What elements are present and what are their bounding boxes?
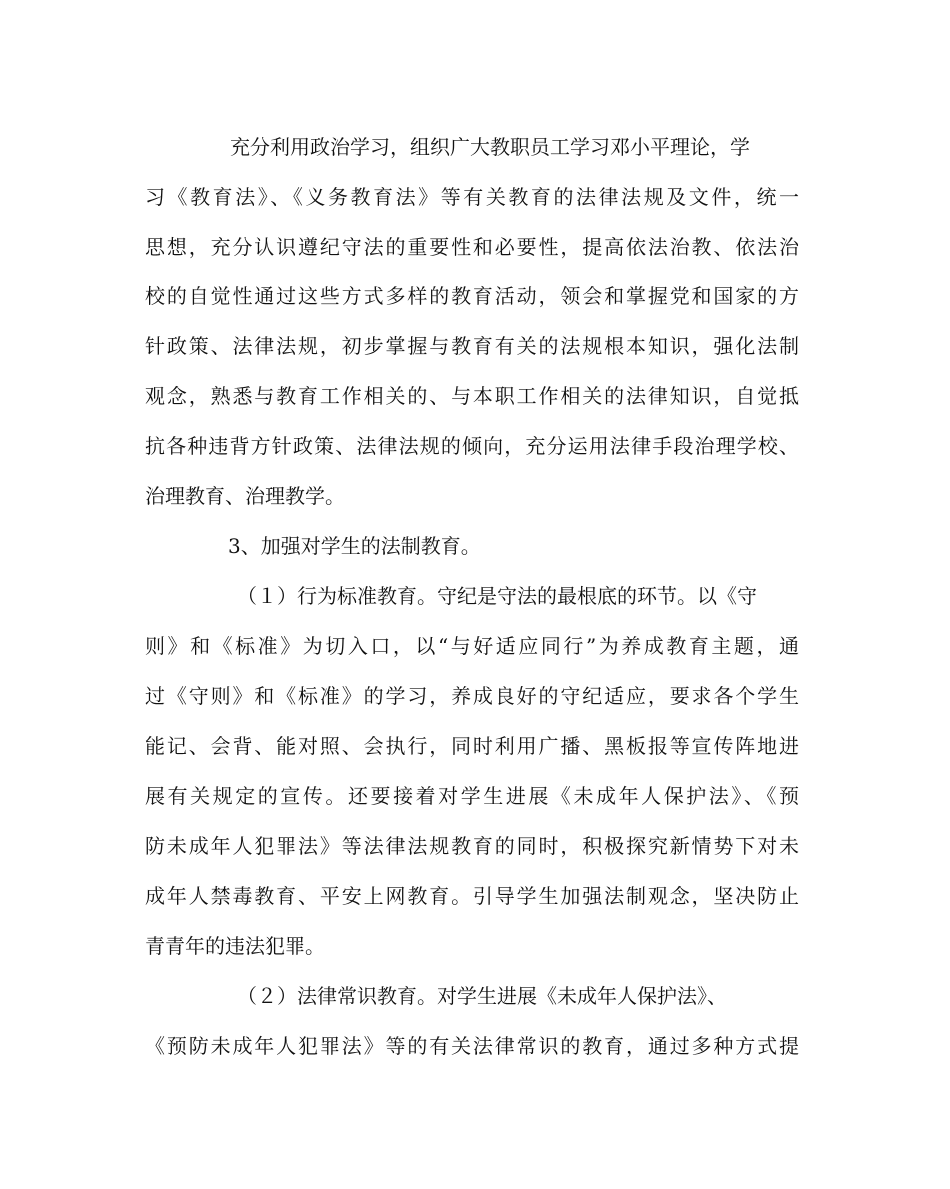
- paragraph-1-line-1: 充分利用政治学习，组织广大教职员工学习邓小平理论，学: [230, 135, 750, 159]
- paragraph-2-line-7: 成年人禁毒教育、平安上网教育。引导学生加强法制观念，坚决防止: [145, 884, 799, 908]
- paragraph-1-line-3: 思想，充分认识遵纪守法的重要性和必要性，提高依法治教、依法治: [145, 235, 799, 259]
- paragraph-3-line-2: 《预防未成年人犯罪法》等的有关法律常识的教育，通过多种方式提: [145, 1034, 799, 1058]
- paragraph-2-line-2: 则》和《标准》为切入口，以“与好适应同行”为养成教育主题，通: [145, 634, 799, 658]
- paragraph-2-line-5: 展有关规定的宣传。还要接着对学生进展《未成年人保护法》、《预: [145, 784, 799, 808]
- paragraph-1-line-8: 治理教育、治理教学。: [145, 484, 345, 508]
- paragraph-2-line-8: 青青年的违法犯罪。: [145, 934, 325, 958]
- paragraph-1-line-5: 针政策、法律法规，初步掌握与教育有关的法规根本知识，强化法制: [145, 334, 799, 358]
- paragraph-1-line-4: 校的自觉性通过这些方式多样的教育活动，领会和掌握党和国家的方: [145, 284, 799, 308]
- paragraph-2-line-4: 能记、会背、能对照、会执行，同时利用广播、黑板报等宣传阵地进: [145, 734, 799, 758]
- paragraph-1-line-6: 观念，熟悉与教育工作相关的、与本职工作相关的法律知识，自觉抵: [145, 384, 799, 408]
- paragraph-1-line-2: 习《教育法》、《义务教育法》等有关教育的法律法规及文件，统一: [145, 185, 799, 209]
- paragraph-1-line-7: 抗各种违背方针政策、法律法规的倾向，充分运用法律手段治理学校、: [145, 434, 799, 458]
- paragraph-2-line-3: 过《守则》和《标准》的学习，养成良好的守纪适应，要求各个学生: [145, 684, 799, 708]
- paragraph-3-line-1: （２）法律常识教育。对学生进展《未成年人保护法》、: [237, 984, 727, 1008]
- paragraph-2-line-1: （１）行为标准教育。守纪是守法的最根底的环节。以《守: [237, 584, 757, 608]
- paragraph-2-line-6: 防未成年人犯罪法》等法律法规教育的同时，积极探究新情势下对未: [145, 834, 799, 858]
- section-heading: 3、加强对学生的法制教育。: [228, 534, 481, 558]
